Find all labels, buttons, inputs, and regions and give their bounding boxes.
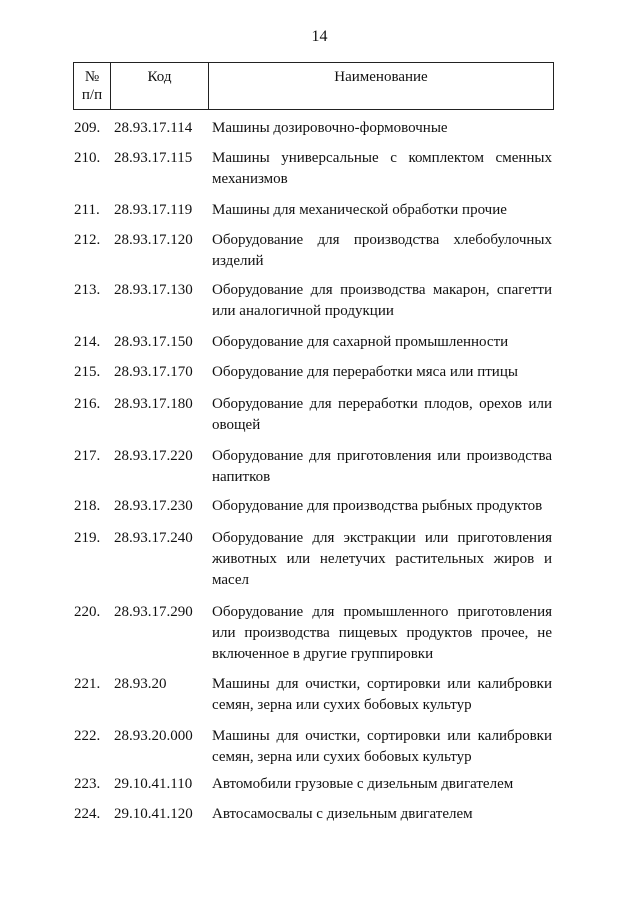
row-name: Машины для очистки, сортировки или калибровки семян, зерна или сухих бобовых культур xyxy=(212,676,552,713)
row-number: 215. xyxy=(74,364,101,380)
row-code: 29.10.41.120 xyxy=(114,806,193,822)
row-name: Оборудование для сахарной промышленности xyxy=(212,334,509,350)
row-number: 217. xyxy=(74,448,101,464)
row-name: Машины для очистки, сортировки или калибровки семян, зерна или сухих бобовых культур xyxy=(212,728,552,765)
row-number: 209. xyxy=(74,120,101,136)
row-number: 223. xyxy=(74,776,101,792)
row-number: 210. xyxy=(74,150,101,166)
row-number: 212. xyxy=(74,232,101,248)
row-name: Автосамосвалы с дизельным двигателем xyxy=(212,806,473,822)
table-header xyxy=(73,62,554,110)
row-name: Машины дозировочно-формовочные xyxy=(212,120,448,136)
row-name: Оборудование для промышленного приготовления или производства пищевых продуктов прочее, не включенное в другие группировки xyxy=(212,604,552,662)
row-code: 28.93.17.130 xyxy=(114,282,193,298)
row-name: Оборудование для экстракции или приготовления животных или нелетучих растительных жиров и масел xyxy=(212,530,552,588)
row-number: 218. xyxy=(74,498,101,514)
row-name: Оборудование для переработки плодов, орехов или овощей xyxy=(212,396,552,433)
row-number: 224. xyxy=(74,806,101,822)
row-code: 28.93.17.230 xyxy=(114,498,193,514)
row-number: 214. xyxy=(74,334,101,350)
row-number: 219. xyxy=(74,530,101,546)
row-number: 222. xyxy=(74,728,101,744)
row-code: 29.10.41.110 xyxy=(114,776,193,792)
row-number: 211. xyxy=(74,202,100,218)
row-code: 28.93.20 xyxy=(114,676,167,692)
row-code: 28.93.17.170 xyxy=(114,364,193,380)
header-code-cell: Код xyxy=(111,63,209,109)
row-code: 28.93.17.180 xyxy=(114,396,193,412)
row-code: 28.93.17.240 xyxy=(114,530,193,546)
header-number-symbol: № xyxy=(84,69,100,85)
row-number: 220. xyxy=(74,604,101,620)
row-number: 221. xyxy=(74,676,101,692)
row-name: Машины для механической обработки прочие xyxy=(212,202,507,218)
row-number: 213. xyxy=(74,282,101,298)
row-name: Автомобили грузовые с дизельным двигателем xyxy=(212,776,514,792)
row-code: 28.93.17.114 xyxy=(114,120,193,136)
row-number: 216. xyxy=(74,396,101,412)
row-name: Оборудование для производства хлебобулочных изделий xyxy=(212,232,552,269)
row-code: 28.93.17.115 xyxy=(114,150,193,166)
row-name: Оборудование для производства рыбных продуктов xyxy=(212,498,543,514)
header-number-cell xyxy=(74,63,111,109)
row-code: 28.93.17.220 xyxy=(114,448,193,464)
row-name: Машины универсальные с комплектом сменных механизмов xyxy=(212,150,552,187)
page-number: 14 xyxy=(311,28,328,45)
header-name-cell: Наименование xyxy=(334,69,428,85)
row-name: Оборудование для приготовления или производства напитков xyxy=(212,448,552,485)
row-code: 28.93.17.290 xyxy=(114,604,193,620)
row-code: 28.93.17.119 xyxy=(114,202,193,218)
row-code: 28.93.20.000 xyxy=(114,728,193,744)
row-name: Оборудование для переработки мяса или птицы xyxy=(212,364,518,380)
header-number-label: п/п xyxy=(81,87,103,103)
row-code: 28.93.17.150 xyxy=(114,334,193,350)
row-code: 28.93.17.120 xyxy=(114,232,193,248)
row-name: Оборудование для производства макарон, спагетти или аналогичной продукции xyxy=(212,282,552,319)
